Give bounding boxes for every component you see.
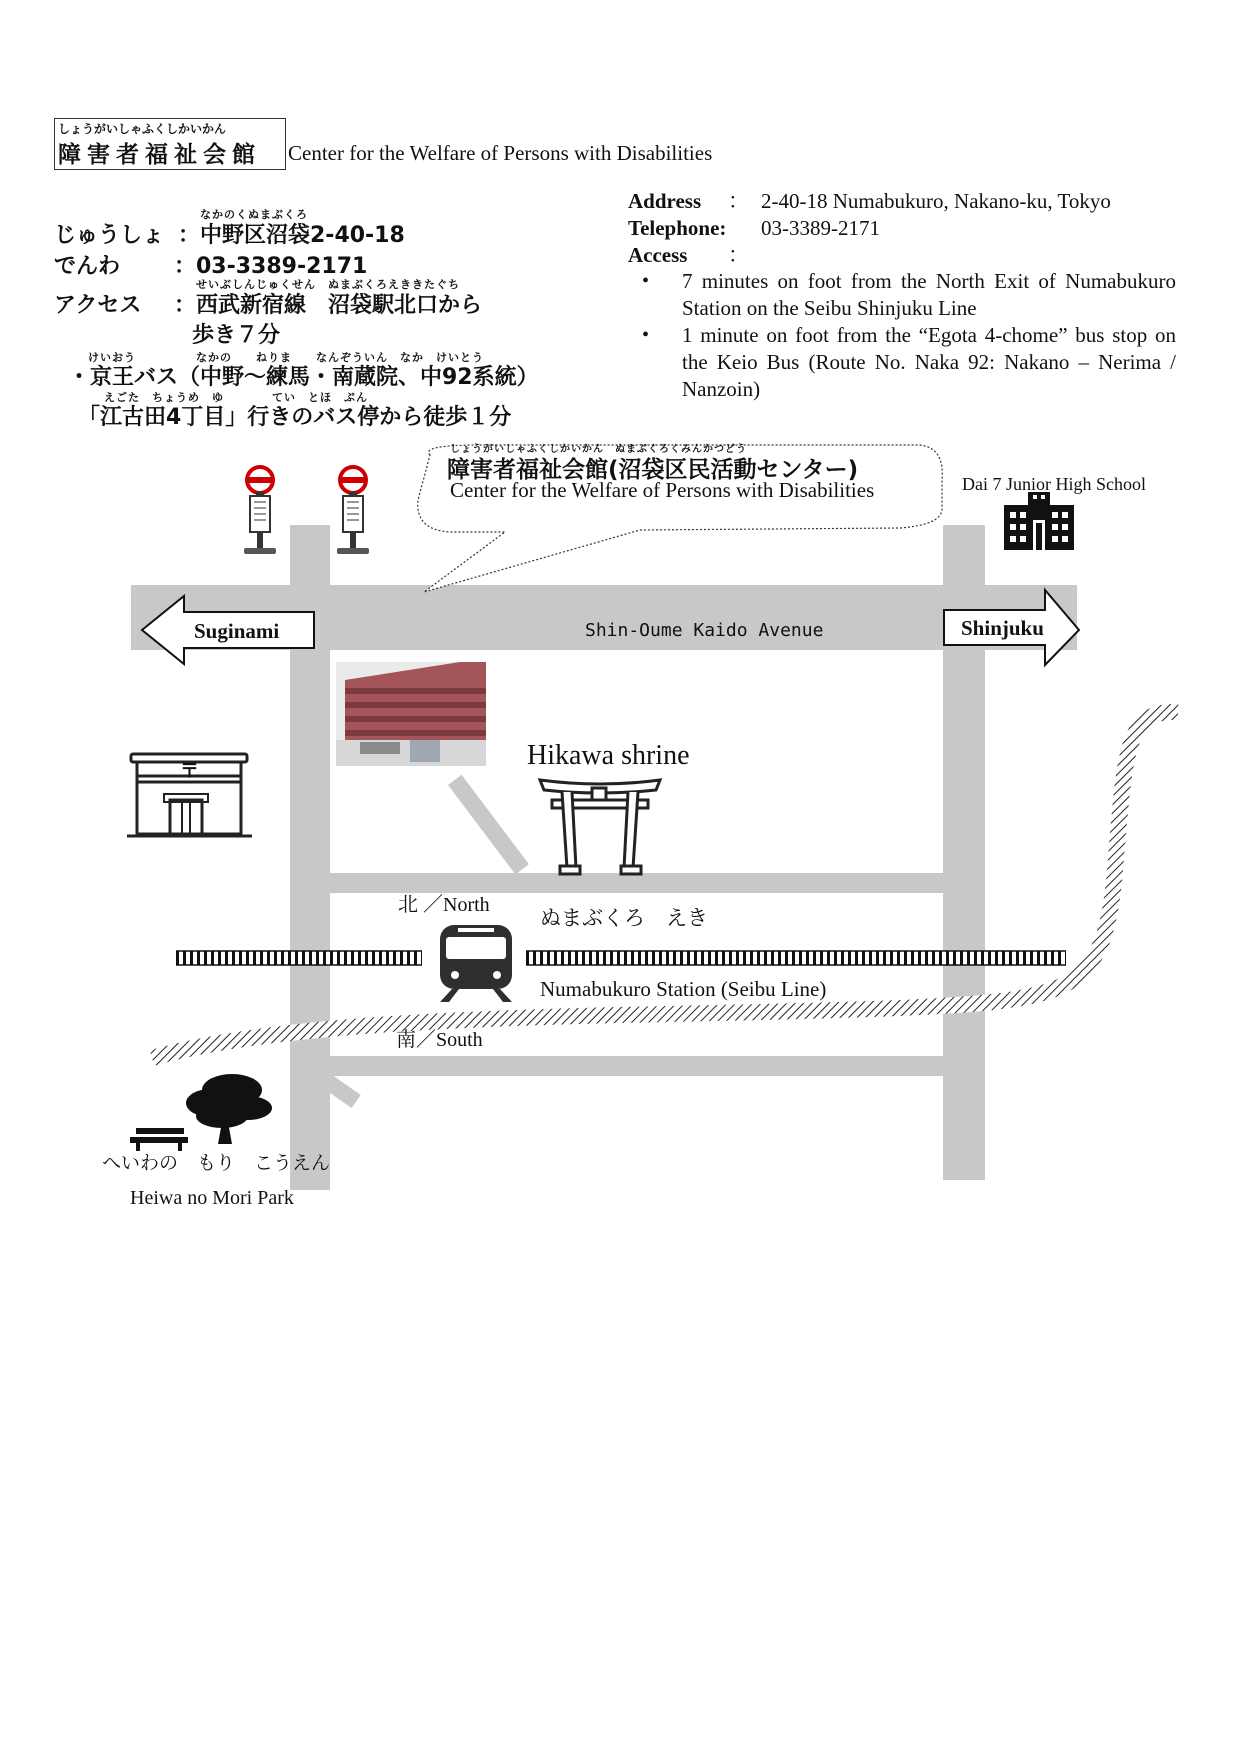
torii-icon: [540, 780, 660, 874]
en-address-value: 2-40-18 Numabukuro, Nakano-ku, Tokyo: [761, 189, 1111, 213]
access-ruby: せいぶしんじゅくせん ぬまぶくろえききたぐち: [196, 278, 460, 291]
jp-access-label: アクセス: [54, 293, 142, 318]
shrine-label: Hikawa shrine: [527, 740, 690, 771]
south-exit-label: 南／South: [396, 1029, 483, 1051]
park-jp-label: へいわの もり こうえん: [102, 1153, 331, 1174]
jp-bus-line1: ・京王バス（中野～練馬・南蔵院、中92系統）: [68, 365, 539, 390]
bus-stop-sign-2: [337, 467, 369, 554]
access-map: [0, 440, 1241, 1240]
station-jp-label: ぬまぶくろ えき: [540, 906, 708, 930]
west-direction-label: Suginami: [194, 619, 280, 643]
title-box: [54, 118, 286, 170]
jp-address-label: じゅうしょ: [54, 223, 165, 248]
railway-east: [526, 951, 1066, 965]
en-phone-label: Telephone:: [628, 216, 727, 240]
callout-jp: 障害者福祉会館(沼袋区民活動センター): [447, 457, 859, 483]
access-item-bus: • 1 minute on foot from the “Egota 4-chome” bus stop on the Keio Bus (Route No. Naka 92: Nakano – Nerima / Nanzoin): [682, 322, 1176, 403]
school-icon: [1004, 492, 1074, 550]
park-icon: [130, 1074, 272, 1151]
bus-ruby: けいおう なかの ねりま なんぞういん なか けいとう: [88, 351, 484, 364]
park-en-label: Heiwa no Mori Park: [130, 1187, 294, 1209]
en-access-label: Access: [628, 243, 688, 267]
bus-stop-sign-1: [244, 467, 276, 554]
railway-west: [176, 951, 422, 965]
callout-en: Center for the Welfare of Persons with Disabilities: [450, 478, 875, 502]
jp-bus-line2: 「江古田4丁目」行きのバス停から徒歩１分: [78, 405, 512, 430]
east-direction-label: Shinjuku: [961, 616, 1044, 640]
jp-phone-label: でんわ: [54, 254, 121, 279]
bus-ruby-2: えごた ちょうめ ゆ てい とほ ぷん: [104, 391, 368, 404]
post-office-mark: 〒: [180, 760, 200, 782]
access-list: [682, 268, 1176, 403]
callout-ruby: しょうがいしゃふくしかいかん ぬまぶくろくみんかつどう: [450, 444, 747, 455]
en-address-label: Address: [628, 189, 702, 213]
jp-address-value: ：中野区沼袋2-40-18: [178, 223, 405, 248]
school-label: Dai 7 Junior High School: [962, 474, 1146, 494]
jp-access-line2: 歩き７分: [192, 323, 281, 348]
jp-phone-value: ：03-3389-2171: [174, 254, 368, 279]
title-en: Center for the Welfare of Persons with Disabilities: [288, 141, 713, 165]
jp-access-line1: ：西武新宿線 沼袋駅北口から: [174, 293, 483, 318]
en-access-sep: ：: [728, 243, 749, 267]
en-address-sep: ：: [728, 189, 749, 213]
en-phone-value: 03-3389-2171: [761, 216, 880, 240]
train-icon: [422, 920, 526, 1002]
building-photo: [336, 662, 486, 766]
address-ruby: なかのくぬまぶくろ: [200, 208, 308, 221]
access-item-train: • 7 minutes on foot from the North Exit of Numabukuro Station on the Seibu Shinjuku Line: [682, 268, 1176, 322]
map-lines: [0, 440, 1241, 1240]
north-exit-label: 北 ／North: [398, 894, 490, 916]
title-jp: 障害者福祉会館: [58, 142, 261, 168]
title-ruby: しょうがいしゃふくしかいかん: [58, 122, 227, 136]
avenue-label: Shin-Oume Kaido Avenue: [585, 620, 824, 641]
station-en-label: Numabukuro Station (Seibu Line): [540, 977, 827, 1001]
